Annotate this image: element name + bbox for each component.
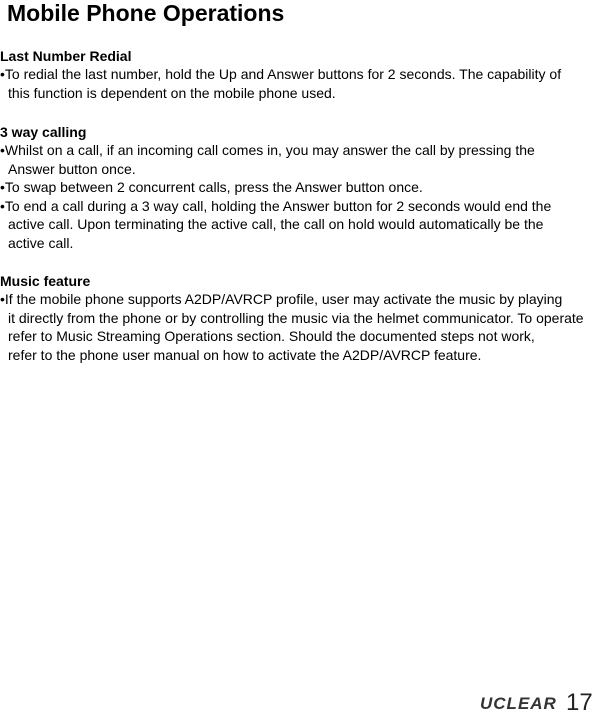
text-line: active call. Upon terminating the active call, the call on hold would automatically be the <box>8 216 544 233</box>
bullet-paragraph <box>0 65 606 102</box>
text-line: Answer button once. <box>8 160 136 177</box>
text-line: refer to the phone user manual on how to activate the A2DP/AVRCP feature. <box>8 346 482 363</box>
text-line: •To swap between 2 concurrent calls, press the Answer button once. <box>0 179 423 196</box>
section-heading: 3 way calling <box>0 124 87 140</box>
bullet-paragraph <box>0 178 606 197</box>
section-music-feature <box>0 272 606 364</box>
bullet-paragraph <box>0 197 606 253</box>
section-heading: Music feature <box>0 273 91 289</box>
text-line: •If the mobile phone supports A2DP/AVRCP profile, user may activate the music by playing <box>0 291 563 307</box>
page-number: 17 <box>566 689 593 716</box>
text-line: it directly from the phone or by controlling the music via the helmet communicator. To operate <box>8 309 584 326</box>
text-line: •To end a call during a 3 way call, holding the Answer button for 2 seconds would end the <box>0 197 552 214</box>
section-last-number-redial <box>0 47 606 102</box>
section-three-way-calling <box>0 123 606 253</box>
text-line: •To redial the last number, hold the Up and Answer buttons for 2 seconds. The capability of <box>0 66 562 82</box>
text-line: this function is dependent on the mobile phone used. <box>8 84 336 101</box>
section-heading: Last Number Redial <box>0 48 132 64</box>
text-line: refer to Music Streaming Operations section. Should the documented steps not work, <box>8 328 535 345</box>
brand-logo: UCLEAR <box>480 694 557 713</box>
text-line: •Whilst on a call, if an incoming call comes in, you may answer the call by pressing the <box>0 142 535 158</box>
page-title: Mobile Phone Operations <box>7 0 285 26</box>
bullet-paragraph <box>0 141 606 178</box>
bullet-paragraph <box>0 290 606 364</box>
text-line: active call. <box>8 234 74 251</box>
